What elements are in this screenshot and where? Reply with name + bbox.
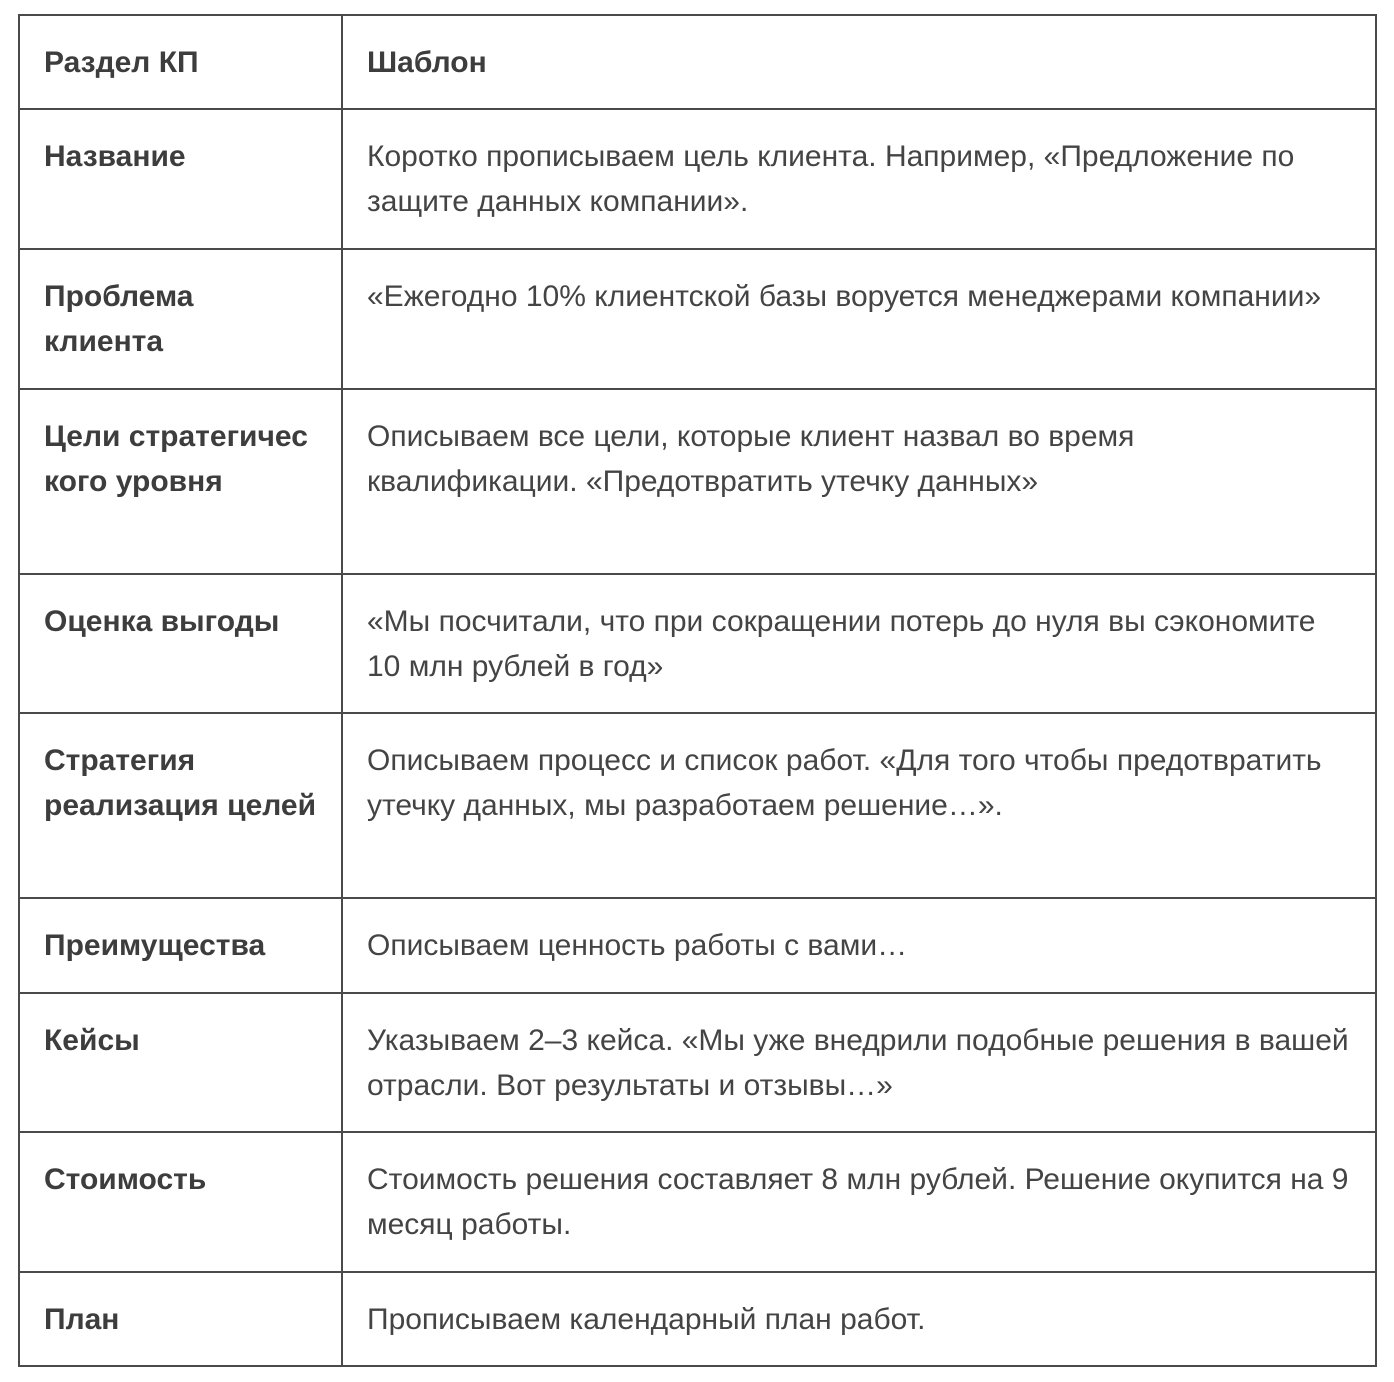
section-cell: Проблема клиента [19,249,342,389]
section-cell: Кейсы [19,993,342,1132]
section-cell: Цели стратегического уровня [19,389,342,574]
template-cell: Стоимость решения составляет 8 млн рублей. Решение окупится на 9 месяц работы. [342,1132,1376,1272]
template-cell: Описываем процесс и список работ. «Для того чтобы предотвратить утечку данных, мы разработаем решение…». [342,713,1376,898]
header-row [19,15,1376,109]
table-row [19,389,1376,574]
table-row [19,898,1376,993]
template-cell: «Ежегодно 10% клиентской базы воруется менеджерами компании» [342,249,1376,389]
table-row [19,1272,1376,1366]
section-cell: Стратегия реализация целей [19,713,342,898]
section-cell: Преимущества [19,898,342,993]
template-cell: Коротко прописываем цель клиента. Например, «Предложение по защите данных компании». [342,109,1376,249]
section-cell: Оценка выгоды [19,574,342,713]
section-cell: Стоимость [19,1132,342,1272]
table-row [19,1132,1376,1272]
section-cell: План [19,1272,342,1366]
table-row [19,993,1376,1132]
proposal-template-table [18,14,1377,1367]
section-cell: Название [19,109,342,249]
table-row [19,574,1376,713]
template-cell: «Мы посчитали, что при сокращении потерь до нуля вы сэкономите 10 млн рублей в год» [342,574,1376,713]
header-template: Шаблон [342,15,1376,109]
template-cell: Прописываем календарный план работ. [342,1272,1376,1366]
table-row [19,713,1376,898]
template-cell: Описываем все цели, которые клиент назвал во время квалификации. «Предотвратить утечку данных» [342,389,1376,574]
template-cell: Указываем 2–3 кейса. «Мы уже внедрили подобные решения в вашей отрасли. Вот результаты и отзывы…» [342,993,1376,1132]
template-cell: Описываем ценность работы с вами… [342,898,1376,993]
table-row [19,109,1376,249]
table-row [19,249,1376,389]
header-section: Раздел КП [19,15,342,109]
